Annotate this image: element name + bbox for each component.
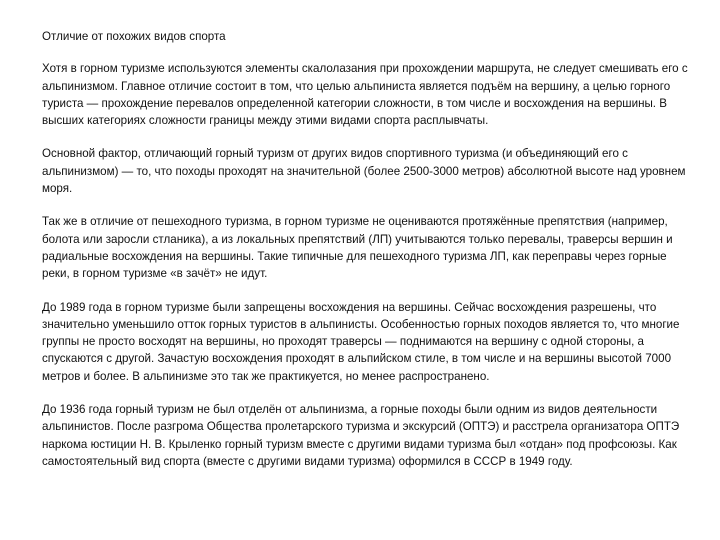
paragraph: До 1989 года в горном туризме были запрещены восхождения на вершины. Сейчас восхождения разрешены, что значительно уменьшило отток горных туристов в альпинисты. Особенностью горных походов является то, что многие группы не просто восходят на вершины, но проходят траверсы — поднимаются на вершину с одной стороны, а спускаются с другой. Зачастую восхождения проходят в альпийском стиле, в том числе и на вершины высотой 7000 метров и более. В альпинизме это так же практикуется, но менее распространено. [42, 300, 680, 383]
document-heading: Отличие от похожих видов спорта [42, 30, 226, 43]
document-page [42, 28, 692, 486]
paragraph: Хотя в горном туризме используются элементы скалолазания при прохождении маршрута, не следует смешивать его с альпинизмом. Главное отличие состоит в том, что целью альпиниста является подъём на вершину, а целью горного туриста — прохождение перевалов определенной категории сложности, в том числе и восхождения на вершины. В высших категориях сложности границы между этими видами спорта расплывчаты. [42, 62, 688, 128]
paragraph: До 1936 года горный туризм не был отделён от альпинизма, а горные походы были одним из видов деятельности альпинистов. После разгрома Общества пролетарского туризма и экскурсий (ОПТЭ) и расстрела организатора ОПТЭ наркома юстиции Н. В. Крыленко горный туризм вместе с другими видами туризма был «отдан» под профсоюзы. Как самостоятельный вид спорта (вместе с другими видами туризма) оформился в СССР в 1949 году. [42, 403, 680, 468]
paragraph: Основной фактор, отличающий горный туризм от других видов спортивного туризма (и объединяющий его с альпинизмом) — то, что походы проходят на значительной (более 2500-3000 метров) абсолютной высоте над уровнем моря. [42, 147, 686, 196]
paragraph: Так же в отличие от пешеходного туризма, в горном туризме не оцениваются протяжённые препятствия (например, болота или заросли стланика), а из локальных препятствий (ЛП) учитываются только перевалы, траверсы вершин и радиальные восхождения на вершины. Такие типичные для пешеходного туризма ЛП, как переправы через горные реки, в горном туризме «в зачёт» не идут. [42, 215, 673, 281]
